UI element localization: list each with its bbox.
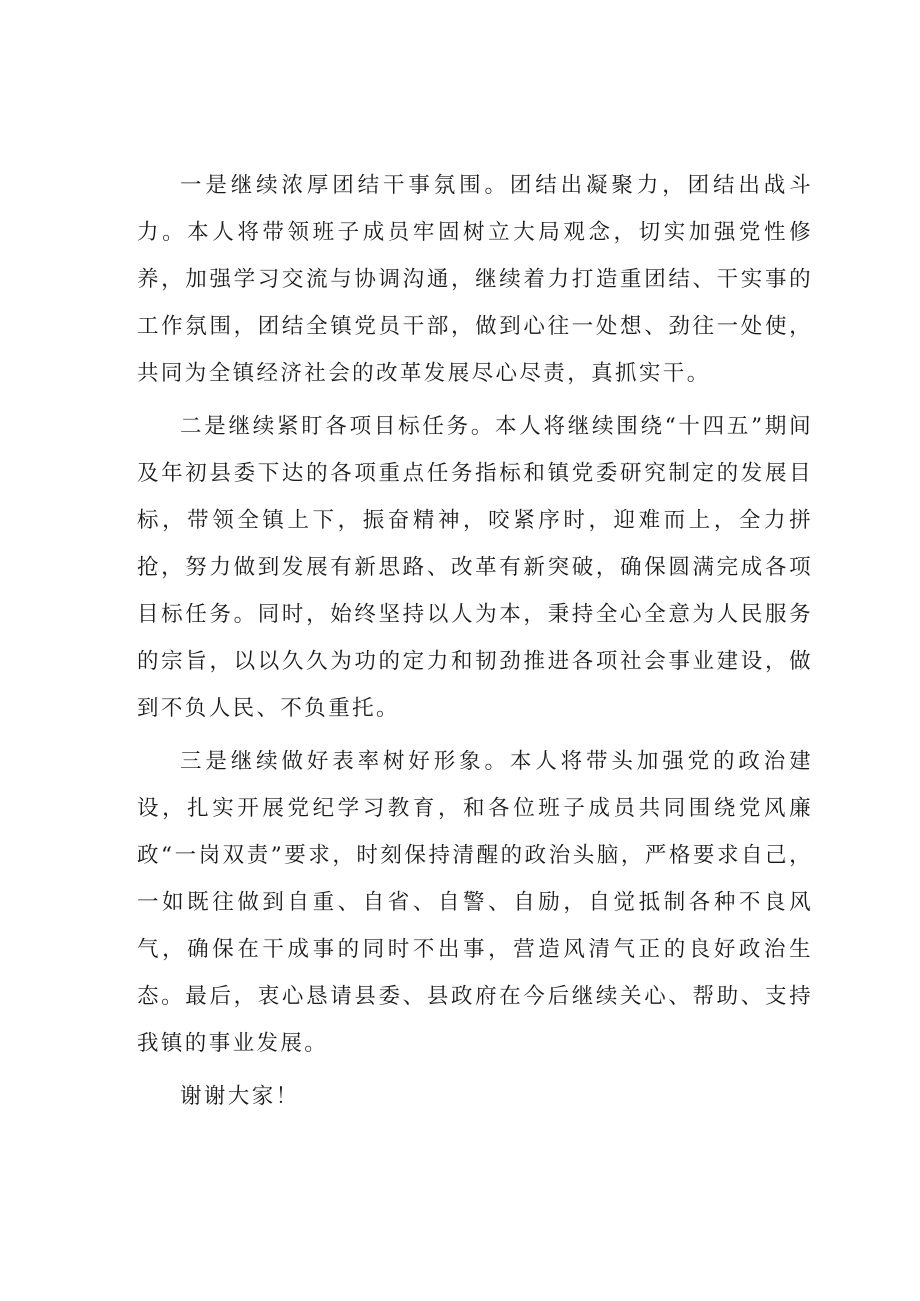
paragraph-2: 二是继续紧盯各项目标任务。本人将继续围绕“十四五”期间及年初县委下达的各项重点任务指标和镇党委研究制定的发展目标，带领全镇上下，振奋精神，咬紧序时，迎难而上，全力拼抢，努力做到发展有新思路、改革有新突破，确保圆满完成各项目标任务。同时，始终坚持以人为本，秉持全心全意为人民服务的宗旨，以以久久为功的定力和韧劲推进各项社会事业建设，做到不负人民、不负重托。: [137, 414, 813, 721]
paragraph-3: 三是继续做好表率树好形象。本人将带头加强党的政治建设，扎实开展党纪学习教育，和各位班子成员共同围绕党风廉政“一岗双责”要求，时刻保持清醒的政治头脑，严格要求自己，一如既往做到自重、自省、自警、自励，自觉抵制各种不良风气，确保在干成事的同时不出事，营造风清气正的良好政治生态。最后，衷心恳请县委、县政府在今后继续关心、帮助、支持我镇的事业发展。: [137, 749, 813, 1056]
closing-line: 谢谢大家！: [180, 1084, 300, 1109]
paragraph-1: 一是继续浓厚团结干事氛围。团结出凝聚力，团结出战斗力。本人将带领班子成员牢固树立大局观念，切实加强党性修养，加强学习交流与协调沟通，继续着力打造重团结、干实事的工作氛围，团结全镇党员干部，做到心往一处想、劲往一处使，共同为全镇经济社会的改革发展尽心尽责，真抓实干。: [137, 173, 813, 386]
document-body: [137, 162, 813, 1126]
